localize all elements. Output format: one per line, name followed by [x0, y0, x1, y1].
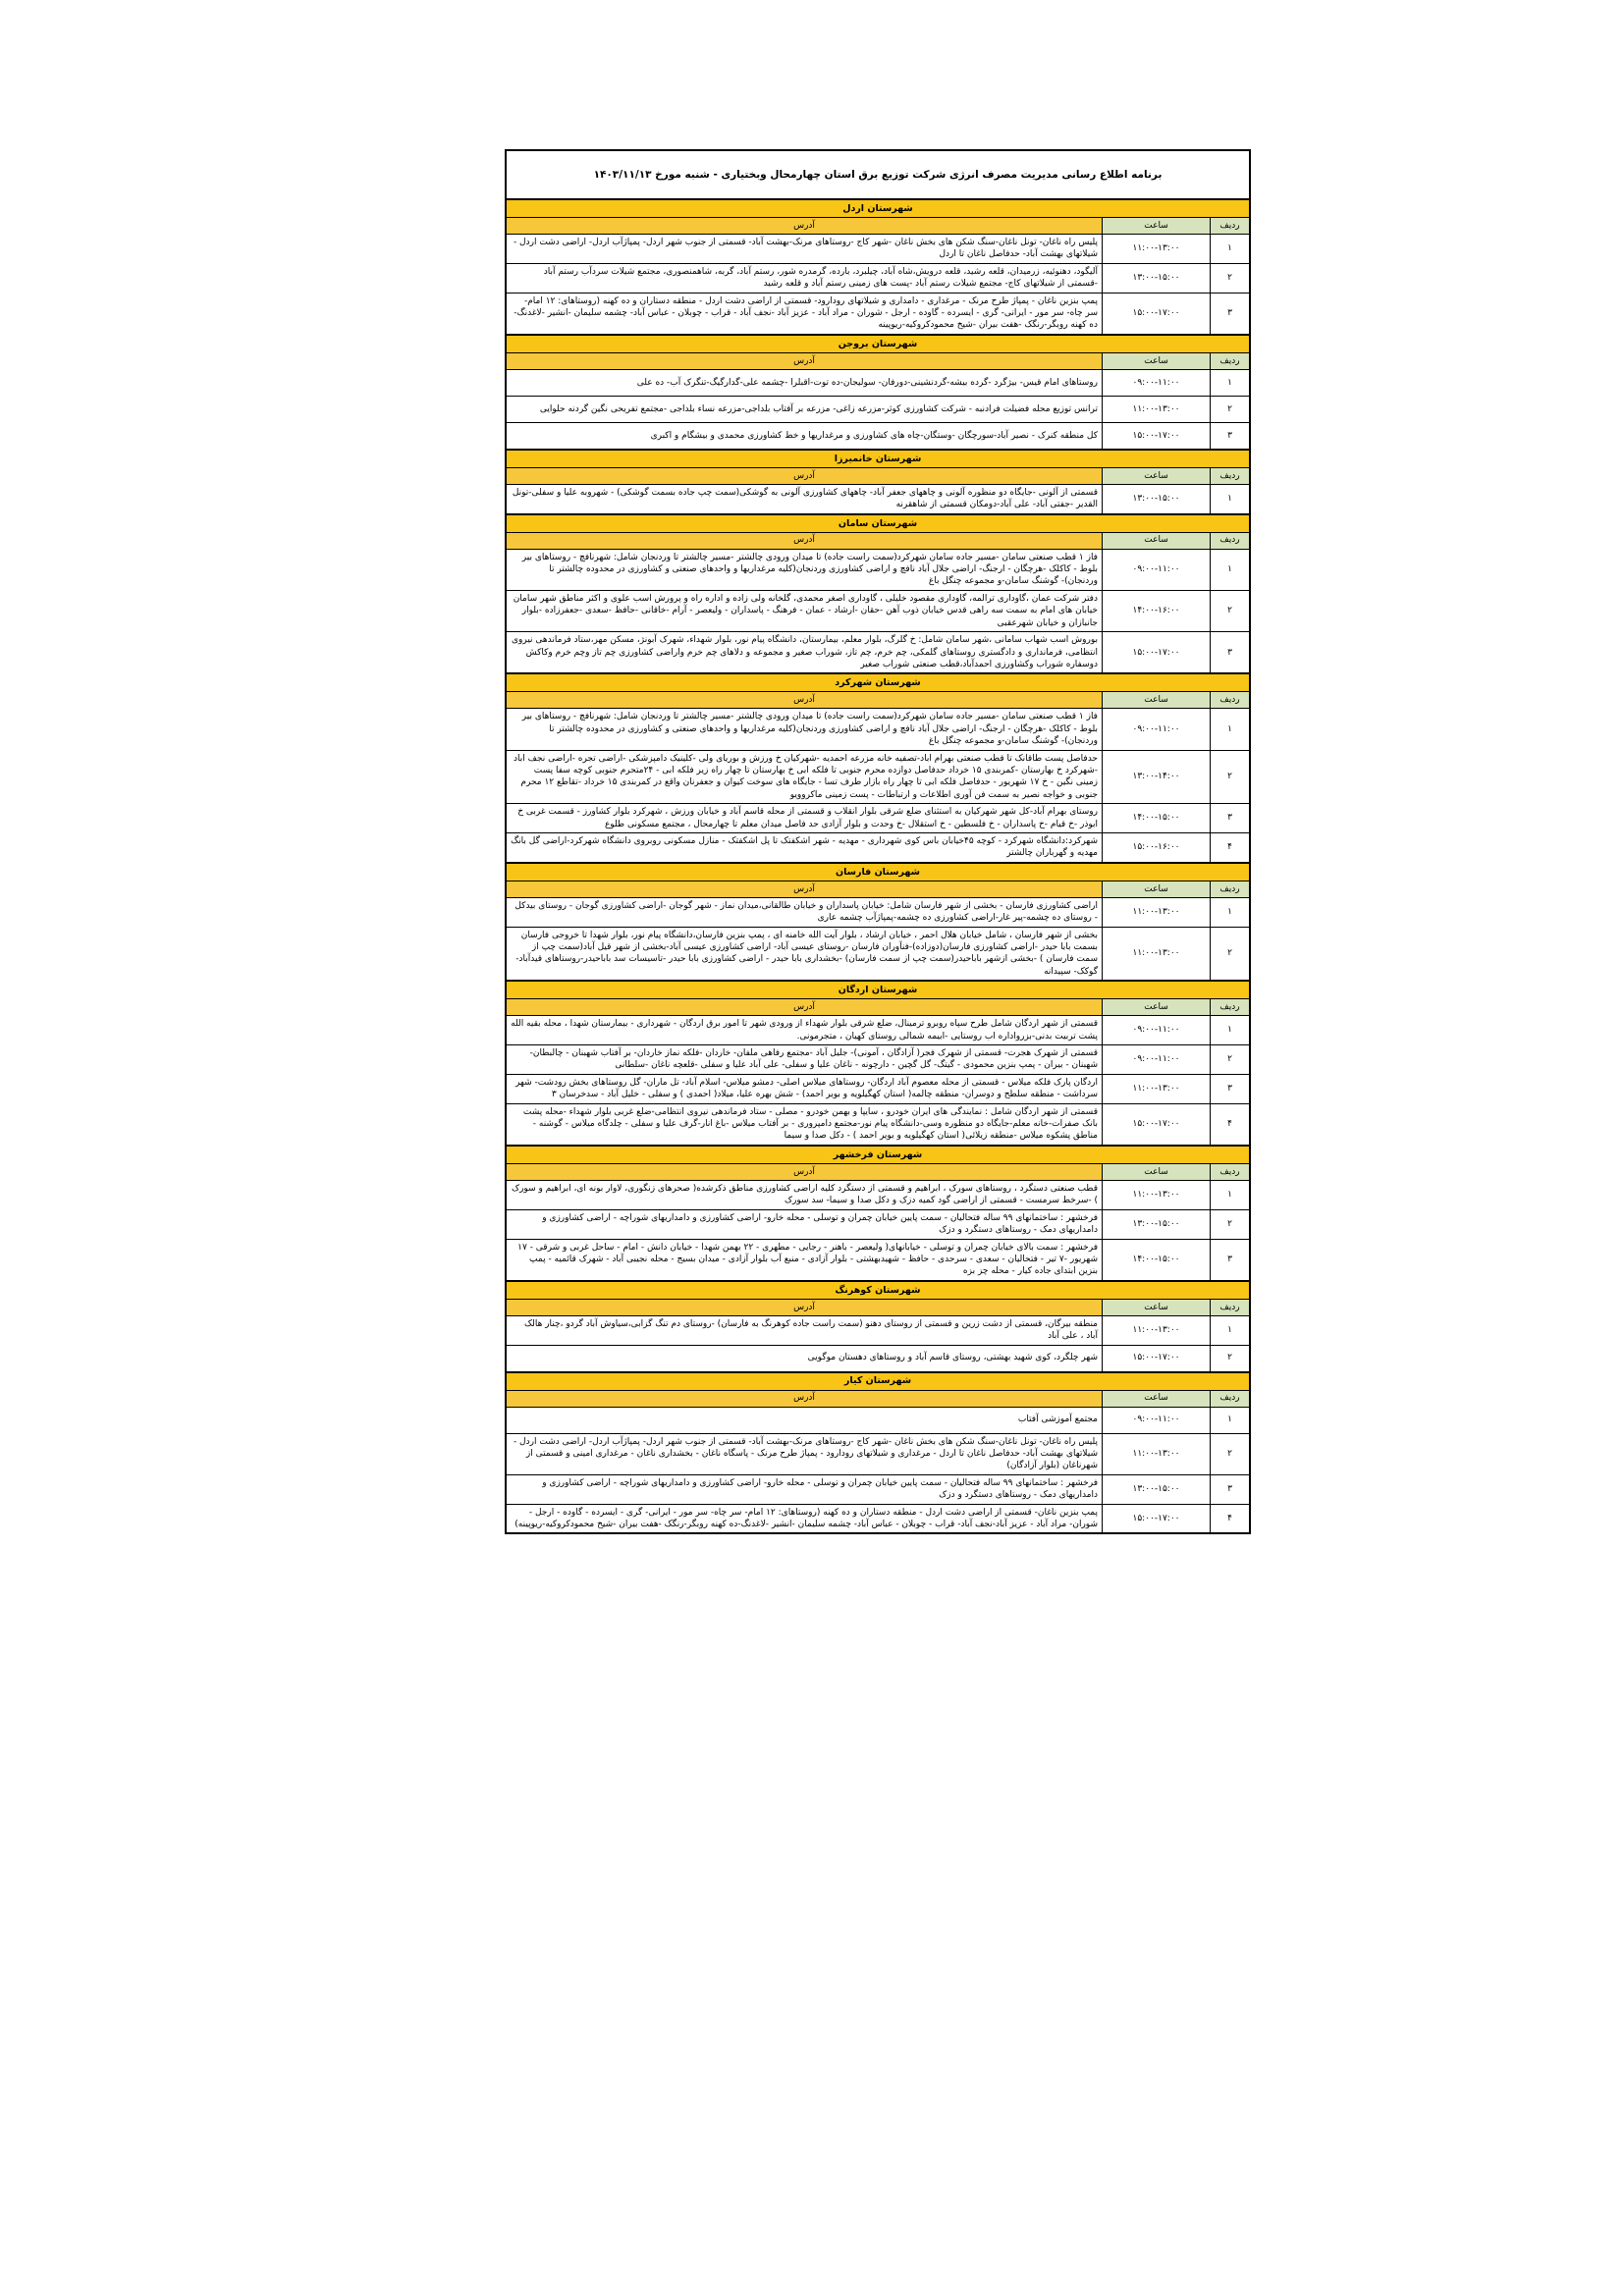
column-header-row: [507, 692, 1250, 709]
time-range: ۱۵:۰۰-۱۷:۰۰: [1103, 293, 1211, 335]
time-range: ۱۱:۰۰-۱۳:۰۰: [1103, 897, 1211, 927]
row-number: ۳: [1211, 1239, 1250, 1281]
row-number: ۱: [1211, 897, 1250, 927]
address-text: فاز ۱ قطب صنعتی سامان -مسیر جاده سامان شهرکرد(سمت راست جاده) تا میدان ورودی چالشتر -مسیر چالشتر تا وردنجان شامل: شهرنافچ - روستاهای بیر بلوط - کاکلک -هرچگان - ارجنگ- اراضی جلال آباد نافچ و اراضی کشاورزی وردنجان(کلیه مرغداریها و واحدهای صنعتی و کشاورزی در محدوده چالشتر تا وردنجان)- گوشنگ سامان-و مجموعه چنگل باغ: [507, 709, 1103, 750]
time-header: ساعت: [1103, 532, 1211, 549]
address-header: آدرس: [507, 692, 1103, 709]
address-text: قطب صنعتی دستگرد ، روستاهای سورک ، ابراهیم و قسمتی از دستگرد کلیه اراضی کشاورزی مناطق ذکرشده( صحرهای زنگوری، لاوار بونه ای، ابراهیم و سورک ) -سرخط سرمست - قسمتی از اراضی گود کمیه دزک و دکل صدا و سیما- سد سورک: [507, 1180, 1103, 1209]
table-row: [507, 1103, 1250, 1146]
time-range: ۱۴:۰۰-۱۶:۰۰: [1103, 590, 1211, 631]
address-text: حدفاصل پست طاقانک تا قطب صنعتی بهرام اباد-تصفیه خانه مزرعه احمدیه -شهرکیان خ ورزش و بوریای ولی -کلینیک دامپزشکی -اراضی تجره -اراضی نجف اباد -شهرکرد خ بهارستان -کمربندی ۱۵ خرداد حدفاصل دوازده محرم جنوبی تا فلکه ابی خ بهارستان تا چهار راه زیر فلکه ابی - ۲۴متحرم جنوبی کوچه سفا پست زمینی نگین - خ ۱۷ شهریور - حدفاصل فلکه ابی تا چهار راه بازار طرف تسا - جایگاه های سوخت کیوان و جعفرنان واقع در کمربندی ۱۵ خرداد -تقاطع ۱۲ محرم جنوبی و خواجه نصیر به سمت فن آوری اطلاعات و ارتباطات - پست زمینی ماکروویو: [507, 750, 1103, 804]
row-number: ۱: [1211, 549, 1250, 590]
table-row: [507, 927, 1250, 981]
address-header: آدرس: [507, 218, 1103, 235]
time-header: ساعت: [1103, 1163, 1211, 1180]
address-text: اراضی کشاورزی فارسان - بخشی از شهر فارسان شامل: خیابان پاسداران و خیابان طالقانی،میدان نماز - شهر گوجان -اراضی کشاورزی گوجان - روستای بیدکل - روستای ده چشمه-پیر غار-اراضی کشاورزی ده چشمه-پمپاژآب چشمه عاری: [507, 897, 1103, 927]
time-range: ۰۹:۰۰-۱۱:۰۰: [1103, 1045, 1211, 1075]
table-row: [507, 1474, 1250, 1504]
table-row: [507, 1239, 1250, 1281]
table-row: [507, 1074, 1250, 1103]
column-header-row: [507, 1390, 1250, 1407]
time-header: ساعت: [1103, 1390, 1211, 1407]
table-row: [507, 1180, 1250, 1209]
city-header-row: [507, 863, 1250, 881]
address-header: آدرس: [507, 1299, 1103, 1315]
row-number: ۲: [1211, 1209, 1250, 1239]
row-number: ۱: [1211, 1016, 1250, 1045]
row-number: ۲: [1211, 263, 1250, 293]
row-number: ۱: [1211, 1180, 1250, 1209]
time-range: ۱۳:۰۰-۱۵:۰۰: [1103, 263, 1211, 293]
row-number: ۱: [1211, 1315, 1250, 1345]
address-text: منطقه بیرگان، قسمتی از دشت زرین و قسمتی از روستای دهنو (سمت راست جاده کوهرنگ به فارسان) -روستای دم تنگ گزابی،سیاوش آباد گردو ،چنار هالک آباد ، علی آباد: [507, 1315, 1103, 1345]
time-range: ۱۴:۰۰-۱۵:۰۰: [1103, 804, 1211, 833]
time-range: ۰۹:۰۰-۱۱:۰۰: [1103, 1407, 1211, 1433]
column-header-row: [507, 218, 1250, 235]
address-header: آدرس: [507, 532, 1103, 549]
row-number: ۴: [1211, 832, 1250, 862]
time-range: ۱۵:۰۰-۱۷:۰۰: [1103, 422, 1211, 450]
city-name: شهرستان اردگان: [507, 981, 1250, 999]
row-number-header: ردیف: [1211, 692, 1250, 709]
column-header-row: [507, 532, 1250, 549]
time-header: ساعت: [1103, 1299, 1211, 1315]
column-header-row: [507, 352, 1250, 369]
page-title: برنامه اطلاع رسانی مدیریت مصرف انرژی شرکت توزیع برق استان چهارمحال وبختیاری - شنبه مورخ ۱۴۰۳/۱۱/۱۳: [507, 151, 1250, 200]
table-row: [507, 1345, 1250, 1372]
city-name: شهرستان بروجن: [507, 335, 1250, 353]
time-range: ۱۵:۰۰-۱۷:۰۰: [1103, 1504, 1211, 1533]
column-header-row: [507, 467, 1250, 484]
city-name: شهرستان خانمیرزا: [507, 450, 1250, 468]
table-row: [507, 1407, 1250, 1433]
city-header-row: [507, 450, 1250, 468]
city-header-row: [507, 981, 1250, 999]
address-text: روستای بهرام آباد-کل شهر شهرکیان به استثنای ضلع شرقی بلوار انقلاب و قسمتی از محله قاسم آباد و خیابان ورزش ، شهرکرد بلوار کشاورز - قسمت غربی خ ابوذر -خ قیام -خ پاسداران - خ فلسطین - خ استقلال -خ وحدت و بلوار آزادی حد فاصل میدان معلم تا چهارمحال ، مجتمع مسکونی طلوع: [507, 804, 1103, 833]
city-name: شهرستان شهرکرد: [507, 673, 1250, 692]
time-range: ۰۹:۰۰-۱۱:۰۰: [1103, 369, 1211, 396]
time-range: ۱۱:۰۰-۱۳:۰۰: [1103, 396, 1211, 422]
row-number-header: ردیف: [1211, 1163, 1250, 1180]
address-text: پلیس راه ناغان- تونل ناغان-سنگ شکن های بخش ناغان -شهر کاج -روستاهای مرنک-بهشت آباد- قسمتی از جنوب شهر اردل- پمپاژآب اردل- اراضی دشت اردل - شیلاتهای بهشت آباد- حدفاصل ناغان تا اردل - مرغداری و شیلاتهای رودارود - پمپاژ طرح مرنک - پاسگاه ناغان - بخشداری ناغان - مرغداری امینی و قسمتی از شهرناغان (بلوار آزادگان): [507, 1433, 1103, 1474]
address-header: آدرس: [507, 1163, 1103, 1180]
time-header: ساعت: [1103, 352, 1211, 369]
address-header: آدرس: [507, 352, 1103, 369]
address-text: پمپ بنزین ناغان- قسمتی از اراضی دشت اردل - منطقه دستاران و ده کهنه (روستاهای: ۱۲ امام- سر چاه- سر مور - ایرانی- گری - ایسرده - گاوده - ارجل - شوران- مراد آباد - عزیز آباد-نجف آباد- قراب - چوبلان - عباس آباد- چشمه سلیمان -انشیر -لاغدنگ-ده کهنه روبگر-رنگک -هفت بیران -شیخ محمودکروکیه-ریوپینه): [507, 1504, 1103, 1533]
row-number: ۳: [1211, 1074, 1250, 1103]
address-text: شهر چلگرد، کوی شهید بهشتی، روستای قاسم آباد و روستاهای دهستان موگویی: [507, 1345, 1103, 1372]
time-range: ۱۱:۰۰-۱۳:۰۰: [1103, 927, 1211, 981]
row-number-header: ردیف: [1211, 352, 1250, 369]
time-header: ساعت: [1103, 218, 1211, 235]
row-number: ۳: [1211, 632, 1250, 674]
row-number-header: ردیف: [1211, 1390, 1250, 1407]
city-name: شهرستان اردل: [507, 199, 1250, 218]
row-number: ۲: [1211, 590, 1250, 631]
city-header-row: [507, 1281, 1250, 1300]
column-header-row: [507, 999, 1250, 1016]
time-range: ۱۳:۰۰-۱۵:۰۰: [1103, 1474, 1211, 1504]
time-range: ۱۵:۰۰-۱۷:۰۰: [1103, 632, 1211, 674]
column-header-row: [507, 881, 1250, 897]
time-range: ۱۱:۰۰-۱۳:۰۰: [1103, 235, 1211, 264]
city-header-row: [507, 1146, 1250, 1164]
time-range: ۰۹:۰۰-۱۱:۰۰: [1103, 549, 1211, 590]
table-row: [507, 832, 1250, 862]
address-text: بخشی از شهر فارسان ، شامل خیابان هلال احمر ، خیابان ارشاد ، بلوار آیت الله خامنه ای ، پمپ بنزین فارسان،دانشگاه پیام نور، بلوار شهدا تا خروجی فارسان بسمت بابا حیدر -اراضی کشاورزی فارسان(دوزاده)-فنآوران فارسان -روستای عیسی آباد- اراضی کشاورزی عیسی آباد-بخشی از شهر قیل آباد(سمت چپ از سمت فارسان ) -بخشی ازشهر باباحیدر(سمت چپ از سمت فارسان) -بخشداری بابا حیدر - اراضی کشاورزی بابا حیدر -تاسیسات سد باباحیدر-روستاهای قیدآباد- گوکک- سپیدانه: [507, 927, 1103, 981]
row-number: ۲: [1211, 396, 1250, 422]
city-name: شهرستان فرخشهر: [507, 1146, 1250, 1164]
city-header-row: [507, 1372, 1250, 1391]
row-number-header: ردیف: [1211, 1299, 1250, 1315]
row-number: ۲: [1211, 927, 1250, 981]
table-row: [507, 1045, 1250, 1075]
address-text: شهرکرد:دانشگاه شهرکرد - کوچه ۴۵خیابان باس کوی شهرداری - مهدیه - شهر اشکفتک تا پل اشکفتک - منازل مسکونی روبروی دانشگاه شهرکرد-اراضی گل بانگ مهدیه و گهرباران چالشتر: [507, 832, 1103, 862]
table-row: [507, 709, 1250, 750]
table-row: [507, 263, 1250, 293]
address-text: ترانس توزیع محله فضیلت فرادنبه - شرکت کشاورزی کوثر-مزرعه زاغی- مزرعه بر آفتاب بلداجی-مزرعه نساء بلداجی -مجتمع تفریحی نگین گردنه حلوایی: [507, 396, 1103, 422]
time-range: ۰۹:۰۰-۱۱:۰۰: [1103, 1016, 1211, 1045]
time-range: ۱۳:۰۰-۱۵:۰۰: [1103, 484, 1211, 513]
address-text: فرخشهر : سمت بالای خیابان چمران و توسلی - خیابانهای( ولیعصر - باهنر - رجایی - مطهری - ۲۲ بهمن شهدا - خیابان دانش - امام - ساحل غربی و شرقی - ۱۷ شهریور -۷ تیر - فتحالیان - سعدی - سرحدی - حافظ - شهیدبهشتی - بلوار آزادی - منبع آب بلوار آزادی - میدان بسیج - محله نجیبی آباد - شهرک قائمیه - پمپ بنزین ابتدای جاده کیار - محله چز بزه: [507, 1239, 1103, 1281]
address-text: فاز ۱ قطب صنعتی سامان -مسیر جاده سامان شهرکرد(سمت راست جاده) تا میدان ورودی چالشتر -مسیر چالشتر تا وردنجان شامل: شهرنافچ - روستاهای بیر بلوط - کاکلک -هرچگان - ارجنگ- اراضی جلال آباد نافچ و اراضی کشاورزی وردنجان(کلیه مرغداریها و واحدهای صنعتی و کشاورزی در محدوده چالشتر تا وردنجان)- گوشنگ سامان-و مجموعه چنگل باغ: [507, 549, 1103, 590]
address-header: آدرس: [507, 467, 1103, 484]
row-number: ۲: [1211, 750, 1250, 804]
row-number: ۳: [1211, 804, 1250, 833]
city-header-row: [507, 673, 1250, 692]
time-range: ۱۵:۰۰-۱۷:۰۰: [1103, 1345, 1211, 1372]
row-number: ۱: [1211, 235, 1250, 264]
table-row: [507, 897, 1250, 927]
table-row: [507, 484, 1250, 513]
time-range: ۱۳:۰۰-۱۴:۰۰: [1103, 750, 1211, 804]
city-header-row: [507, 335, 1250, 353]
address-text: قسمتی از شهرک هجرت- قسمتی از شهرک فجر( آزادگان ، آمونی)- جلیل آباد -مجتمع رفاهی ملفان- خاردان -فلکه نماز خاردان- بر آفتاب شهبنان - چالبطان- شهبنان - بیران - پمپ بنزین محمودی - گیتگ- گل گچین - دارچونه - ناغان علیا و سفلی- علی آباد علیا و سفلی -قلعچه ناغان -سلطانی: [507, 1045, 1103, 1075]
time-range: ۱۱:۰۰-۱۳:۰۰: [1103, 1074, 1211, 1103]
row-number-header: ردیف: [1211, 881, 1250, 897]
address-text: قسمتی از شهر اردگان شامل : نمایندگی های ایران خودرو ، سایپا و بهمن خودرو - مصلی - ستاد فرماندهی نیروی انتظامی-ضلع غربی بلوار شهداء -محله پشت بانک صفرات-خانه معلم-جایگاه دو منظوره وسی-دانشگاه پیام نور-مجتمع دامپروری - بر آفتاب میلاس -باغ انار-گرف علیا و سفلی - چلدگاه میلاس - گوشنه - مناطق پشکوه میلاس -منطقه زیلائی( استان کهگیلویه و بویر احمد ) - دکل صدا و سیما: [507, 1103, 1103, 1146]
table-row: [507, 369, 1250, 396]
address-text: اردگان پارک فلکه میلاس - قسمتی از محله معصوم آباد اردگان- روستاهای میلاس اصلی- دمشو میلاس- اسلام آباد- تل ماران- گل روستاهای بخش رودشت- شهر سرداشت - منطقه سلطح و دوسران- منطقه چالمه( استان کهگیلویه و بویر احمد) - شش بهره علیا، میلاد( احمدی ) و سفلی - خلیل آباد - سدخرسان ۳: [507, 1074, 1103, 1103]
row-number: ۲: [1211, 1345, 1250, 1372]
address-text: بوروش اسب شهاب سامانی ،شهر سامان شامل: خ گلرگ، بلوار معلم، بیمارستان، دانشگاه پیام نور، بلوار شهداء، شهرک آبونژ، مسکن مهر،ستاد فرماندهی نیروی انتظامی، فرمانداری و دادگستری روستاهای گلمکی، چم خرم، چم تاز، شوراب صغیر و مجموعه و دلاهای چم خرم واراضی کشاورزی چم تاز وچم خرم وکاکش دوسفاره شوراب وکشاورزی احمدآباد،قطب صنعتی شوراب صغیر: [507, 632, 1103, 674]
time-range: ۱۴:۰۰-۱۵:۰۰: [1103, 1239, 1211, 1281]
table-row: [507, 750, 1250, 804]
time-range: ۱۵:۰۰-۱۷:۰۰: [1103, 1103, 1211, 1146]
address-text: پلیس راه ناغان- تونل ناغان-سنگ شکن های بخش ناغان -شهر کاج -روستاهای مرنک-بهشت آباد- قسمتی از جنوب شهر اردل- پمپاژآب اردل- اراضی دشت اردل - شیلاتهای بهشت آباد- حدفاصل ناغان تا اردل: [507, 235, 1103, 264]
time-range: ۱۵:۰۰-۱۶:۰۰: [1103, 832, 1211, 862]
row-number-header: ردیف: [1211, 532, 1250, 549]
time-range: ۱۱:۰۰-۱۳:۰۰: [1103, 1315, 1211, 1345]
table-row: [507, 235, 1250, 264]
table-row: [507, 1433, 1250, 1474]
time-header: ساعت: [1103, 881, 1211, 897]
address-header: آدرس: [507, 881, 1103, 897]
address-text: پمپ بنزین ناغان - پمپاژ طرح مرنک - مرغداری - دامداری و شیلاتهای رودارود- قسمتی از اراضی دشت اردل - منطقه دستاران و ده کهنه (روستاهای: ۱۲ امام- سر چاه- سر مور - ایرانی- گری - ایسرده - گاوده - ارجل - شوران - مراد آباد - عزیز آباد -نجف آباد - قراب - چوبلان - عباس آباد- چشمه سلیمان -انشیر -لاغدنگ-ده کهنه روبگر-رنگک -هفت بیران -شیخ محمودکروکیه-ریوپینه: [507, 293, 1103, 335]
column-header-row: [507, 1299, 1250, 1315]
table-row: [507, 1504, 1250, 1533]
schedule-sheet: [505, 149, 1251, 1534]
time-range: ۱۱:۰۰-۱۳:۰۰: [1103, 1180, 1211, 1209]
address-text: قسمتی از آلونی -جایگاه دو منظوره آلونی و چاههای جعفر آباد- چاههای کشاورزی آلونی به گوشکی(سمت چپ جاده بسمت گوشکی) - شهروبه علیا و سفلی-تونل القدیر -جفتی آباد- علی آباد-دومکان قسمتی از شاهقرنه: [507, 484, 1103, 513]
address-header: آدرس: [507, 999, 1103, 1016]
table-row: [507, 1315, 1250, 1345]
row-number: ۴: [1211, 1103, 1250, 1146]
city-name: شهرستان سامان: [507, 514, 1250, 533]
address-text: دفتر شرکت عمان ،گاوداری ترالمه، گاوداری مقصود خلیلی ، گاوداری اصغر محمدی، گلخانه ولی زاده و اداره راه و پرورش اسب علوی و اکثر مناطق شهر سامان خیابان های امام به سمت سه راهی قدس خیابان ذوب آهن -حقان -ارشاد - عمان - فرهنگ - پاسداران - ولیعصر - آرام -خاقانی -حافظ -سعدی -جعفرزاده -بلوار جانبازان و خیابان شهرعقبی: [507, 590, 1103, 631]
address-header: آدرس: [507, 1390, 1103, 1407]
table-row: [507, 1016, 1250, 1045]
table-row: [507, 804, 1250, 833]
time-header: ساعت: [1103, 999, 1211, 1016]
city-header-row: [507, 199, 1250, 218]
row-number: ۱: [1211, 709, 1250, 750]
title-row: [507, 151, 1250, 200]
address-text: مجتمع آموزشی آفتاب: [507, 1407, 1103, 1433]
row-number-header: ردیف: [1211, 218, 1250, 235]
city-header-row: [507, 514, 1250, 533]
row-number: ۱: [1211, 369, 1250, 396]
table-row: [507, 590, 1250, 631]
row-number: ۳: [1211, 1474, 1250, 1504]
time-range: ۰۹:۰۰-۱۱:۰۰: [1103, 709, 1211, 750]
table-row: [507, 549, 1250, 590]
address-text: قسمتی از شهر اردگان شامل طرح سپاه روبرو ترمینال، ضلع شرقی بلوار شهداء از ورودی شهر تا امور برق اردگان - شهرداری - بیمارستان شهدا ، محله بقیه الله پشت تربیت بدنی-بزرواداره اب روستایی -ابیمه شمالی روستای کهیان ، متجرمونی.: [507, 1016, 1103, 1045]
address-text: آلیگود، دهنوئیه، زرمیدان، قلعه رشید، قلعه درویش،شاه آباد، چیلبرد، بارده، گرمدره شور، رستم آباد، گربه، شاهمنصوری، مجتمع شیلات سردآب رستم آباد -قسمتی از شیلاتهای کاج- مجتمع شیلات رستم آباد -پست های زمینی رستم آباد و قلعه رشید: [507, 263, 1103, 293]
city-name: شهرستان کیار: [507, 1372, 1250, 1391]
table-row: [507, 293, 1250, 335]
address-text: فرخشهر : ساختمانهای ۹۹ ساله فتحالیان - سمت پایین خیابان چمران و توسلی - محله خارو- اراضی کشاورزی و دامداریهای شوراچه - اراضی کشاورزی و دامداریهای دمک - روستاهای دستگرد و دزک: [507, 1209, 1103, 1239]
row-number: ۳: [1211, 293, 1250, 335]
schedule-table: [506, 150, 1250, 1533]
row-number: ۲: [1211, 1433, 1250, 1474]
table-row: [507, 396, 1250, 422]
row-number: ۴: [1211, 1504, 1250, 1533]
city-name: شهرستان فارسان: [507, 863, 1250, 881]
time-range: ۱۳:۰۰-۱۵:۰۰: [1103, 1209, 1211, 1239]
row-number-header: ردیف: [1211, 467, 1250, 484]
row-number: ۱: [1211, 1407, 1250, 1433]
address-text: فرخشهر : ساختمانهای ۹۹ ساله فتحالیان - سمت پایین خیابان چمران و توسلی - محله خارو- اراضی کشاورزی و دامداریهای شوراچه - اراضی کشاورزی و دامداریهای دمک - روستاهای دستگرد و دزک: [507, 1474, 1103, 1504]
time-header: ساعت: [1103, 467, 1211, 484]
table-row: [507, 632, 1250, 674]
row-number: ۱: [1211, 484, 1250, 513]
row-number: ۳: [1211, 422, 1250, 450]
row-number: ۲: [1211, 1045, 1250, 1075]
column-header-row: [507, 1163, 1250, 1180]
time-range: ۱۱:۰۰-۱۳:۰۰: [1103, 1433, 1211, 1474]
table-row: [507, 1209, 1250, 1239]
time-header: ساعت: [1103, 692, 1211, 709]
address-text: روستاهای امام قیس- بیژگرد -گرده بیشه-گردنشینی-دورفان- سولیجان-ده توت-اقبلرا -چشمه علی-گدارگیگ-تنگرک آب- ده علی: [507, 369, 1103, 396]
table-row: [507, 422, 1250, 450]
city-name: شهرستان کوهرنگ: [507, 1281, 1250, 1300]
address-text: کل منطقه کنرک - نصیر آباد-سورچگان -وستگان-چاه های کشاورزی و مرغداریها و خط کشاورزی محمدی و بیشگام و اکبری: [507, 422, 1103, 450]
row-number-header: ردیف: [1211, 999, 1250, 1016]
